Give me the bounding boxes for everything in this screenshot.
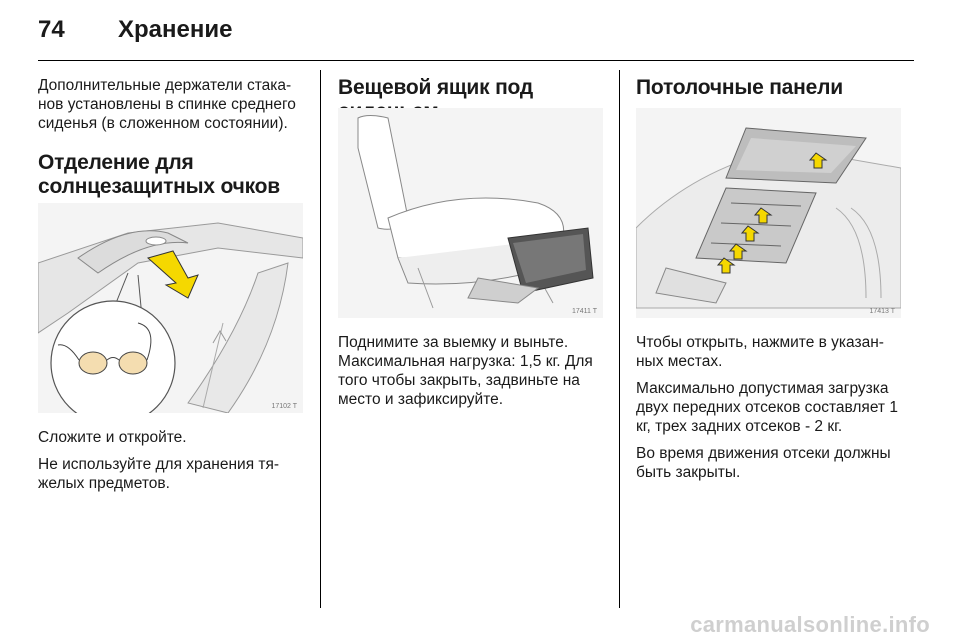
sunglasses-heading-line1: Отделение для (38, 151, 194, 174)
figure-code: 17102 T (271, 403, 297, 410)
figure-code: 17411 T (571, 308, 597, 315)
left-column-bottom (38, 428, 308, 501)
drawer-heading: Вещевой ящик под (338, 76, 534, 99)
header-divider (38, 60, 914, 61)
ceiling-load-limit: Максимально допустимая загрузка двух передних отсеков составляет 1 кг, трех задних отсеков - 2 кг. (636, 380, 898, 435)
sunglasses-heading-line2: солнцезащитных очков (38, 175, 280, 198)
watermark: carmanualsonline.info (690, 612, 930, 637)
ceiling-warning: Во время движения отсеки должны быть закрыты. (636, 445, 891, 481)
drawer-instructions: Поднимите за выемку и выньте. Максимальная нагрузка: 1,5 кг. Для того чтобы закрыть, задвиньте на место и зафиксируйте. (338, 334, 593, 408)
left-column (38, 76, 308, 199)
right-column-bottom (636, 333, 906, 490)
middle-column-bottom (338, 333, 608, 417)
page-header (38, 12, 918, 52)
column-divider-2 (619, 70, 620, 608)
intro-paragraph: Дополнительные держатели стака-нов установлены в спинке среднего сиденья (в сложенном состоянии). (38, 77, 296, 132)
page-number: 74 (38, 16, 65, 43)
sunglasses-instruction: Сложите и откройте. (38, 429, 187, 446)
ceiling-heading: Потолочные панели (636, 76, 843, 99)
column-divider-1 (320, 70, 321, 608)
ceiling-panels-figure (636, 108, 901, 318)
sunglasses-compartment-figure (38, 203, 303, 413)
sunglasses-warning: Не используйте для хранения тя-желых предметов. (38, 456, 280, 492)
under-seat-drawer-figure (338, 108, 603, 318)
right-column (636, 76, 906, 100)
figure-code: 17413 T (869, 308, 895, 315)
page-title: Хранение (118, 16, 233, 43)
arrow-icon (148, 251, 198, 298)
ceiling-instruction: Чтобы открыть, нажмите в указан-ных местах. (636, 334, 884, 370)
